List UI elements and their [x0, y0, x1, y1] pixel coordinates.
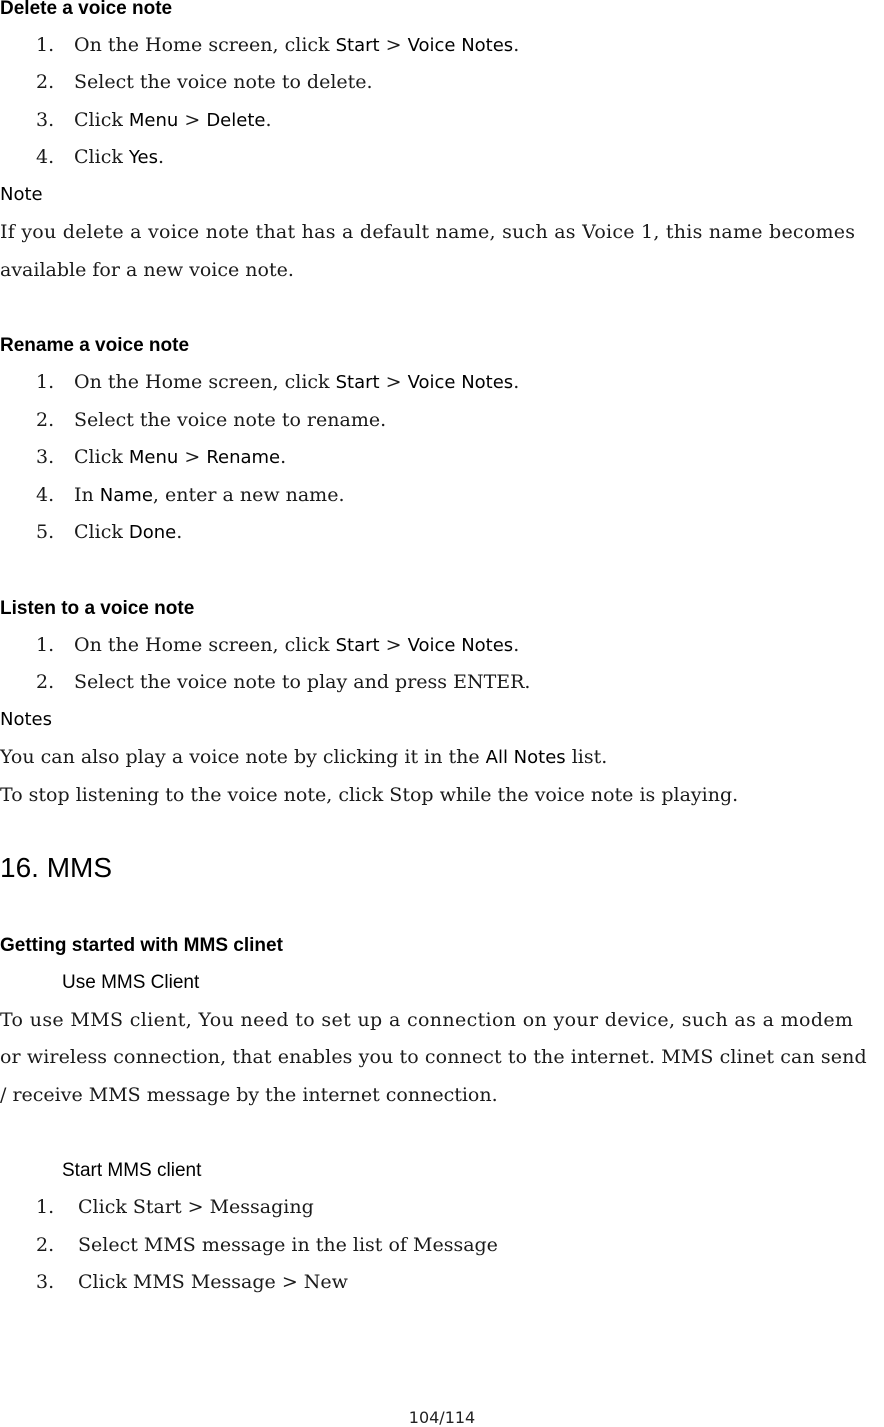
section-heading-mms: Getting started with MMS clinet	[0, 935, 283, 956]
notes-label: Notes	[0, 709, 52, 730]
step-item: 4. In Name, enter a new name.	[36, 484, 345, 506]
step-item: 3. Click Menu > Rename.	[36, 446, 287, 468]
section-heading-listen: Listen to a voice note	[0, 598, 195, 619]
step-item: 2. Select the voice note to delete.	[36, 71, 373, 93]
section-heading-rename: Rename a voice note	[0, 335, 190, 356]
page-number: 104/114	[408, 1408, 476, 1427]
paragraph-line: / receive MMS message by the internet connection.	[0, 1084, 498, 1106]
paragraph-line: To use MMS client, You need to set up a connection on your device, such as a modem	[0, 1009, 854, 1031]
step-item: 1. Click Start > Messaging	[36, 1196, 314, 1218]
step-item: 2. Select MMS message in the list of Message	[36, 1234, 498, 1256]
notes-text: To stop listening to the voice note, click Stop while the voice note is playing.	[0, 784, 739, 806]
step-item: 2. Select the voice note to play and press ENTER.	[36, 671, 531, 693]
note-label: Note	[0, 184, 43, 205]
paragraph-line: or wireless connection, that enables you to connect to the internet. MMS clinet can send	[0, 1046, 867, 1068]
step-item: 4. Click Yes.	[36, 146, 164, 168]
note-text: available for a new voice note.	[0, 259, 294, 281]
notes-text: You can also play a voice note by clicking it in the All Notes list.	[0, 746, 608, 768]
step-item: 5. Click Done.	[36, 521, 183, 543]
step-item: 3. Click Menu > Delete.	[36, 109, 272, 131]
subsection-heading-start: Start MMS client	[62, 1160, 202, 1181]
section-heading-delete: Delete a voice note	[0, 0, 173, 19]
step-item: 1. On the Home screen, click Start > Voice Notes.	[36, 634, 520, 656]
step-item: 3. Click MMS Message > New	[36, 1271, 348, 1293]
step-item: 1. On the Home screen, click Start > Voice Notes.	[36, 371, 520, 393]
step-item: 2. Select the voice note to rename.	[36, 409, 387, 431]
note-text: If you delete a voice note that has a default name, such as Voice 1, this name becomes	[0, 221, 856, 243]
step-item: 1. On the Home screen, click Start > Voice Notes.	[36, 34, 520, 56]
subsection-heading-use: Use MMS Client	[62, 972, 200, 993]
chapter-title: 16. MMS	[0, 852, 113, 883]
